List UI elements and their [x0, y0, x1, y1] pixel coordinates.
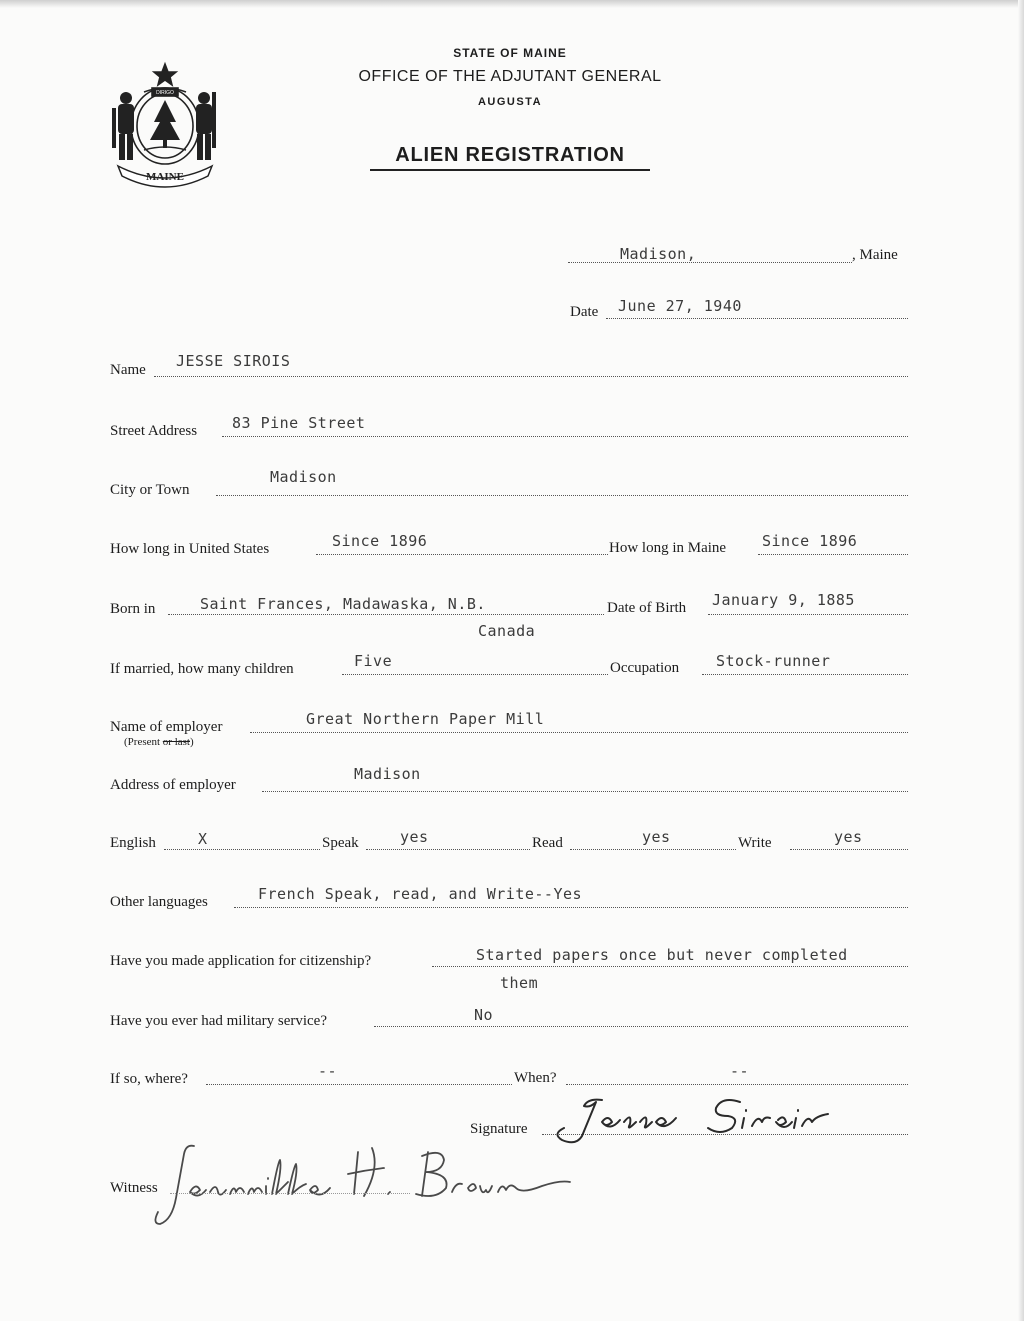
how-long-maine-label: How long in Maine: [609, 540, 727, 556]
signature-text: Jesse Sirois: [544, 1092, 549, 1093]
born-in-line: [168, 614, 604, 615]
military-value: No: [474, 1006, 494, 1024]
place-line: [568, 262, 852, 263]
date-of-birth-line: [708, 614, 908, 615]
place-suffix: , Maine: [852, 247, 898, 263]
speak-label: Speak: [322, 835, 359, 851]
form-title: ALIEN REGISTRATION: [395, 144, 625, 166]
employer-sublabel-close: ): [190, 736, 194, 748]
street-address-label: Street Address: [110, 423, 198, 439]
city-heading: AUGUSTA: [477, 96, 543, 108]
english-label: English: [110, 835, 156, 851]
witness-label: Witness: [110, 1180, 158, 1196]
children-label: If married, how many children: [110, 661, 294, 677]
military-line: [374, 1026, 908, 1027]
how-long-us-value: Since 1896: [332, 532, 428, 550]
state-of-maine-seal-icon: [104, 58, 226, 190]
employer-name-value: Great Northern Paper Mill: [306, 710, 545, 728]
date-line: [606, 318, 908, 319]
read-line: [570, 849, 736, 850]
write-line: [790, 849, 908, 850]
when-label: When?: [514, 1070, 557, 1086]
english-line: [164, 849, 320, 850]
other-languages-value: French Speak, read, and Write--Yes: [258, 885, 583, 903]
street-address-value: 83 Pine Street: [232, 414, 366, 432]
other-languages-label: Other languages: [110, 894, 208, 910]
employer-name-label: Name of employer: [110, 719, 223, 735]
state-heading: STATE OF MAINE: [453, 46, 567, 60]
employer-address-line: [262, 791, 908, 792]
name-value: JESSE SIROIS: [176, 352, 291, 370]
witness-line: [170, 1193, 410, 1194]
title-underline: [370, 169, 650, 171]
name-label: Name: [110, 362, 146, 378]
citizenship-label: Have you made application for citizenship?: [110, 953, 372, 969]
date-label: Date: [570, 304, 599, 320]
city-label: City or Town: [110, 482, 190, 498]
signature-label: Signature: [470, 1121, 528, 1137]
city-value: Madison: [270, 468, 337, 486]
employer-name-line: [250, 732, 908, 733]
write-label: Write: [738, 835, 772, 851]
employer-address-value: Madison: [354, 765, 421, 783]
born-in-value: Saint Frances, Madawaska, N.B.: [200, 595, 486, 613]
where-line: [206, 1084, 512, 1085]
employer-sublabel-present: (Present: [124, 736, 163, 748]
name-line: [154, 376, 908, 377]
how-long-us-line: [316, 554, 608, 555]
occupation-value: Stock-runner: [716, 652, 831, 670]
citizenship-value: Started papers once but never completed: [476, 946, 848, 964]
speak-value: yes: [400, 828, 429, 846]
how-long-maine-line: [758, 554, 908, 555]
where-label: If so, where?: [110, 1071, 188, 1087]
date-of-birth-label: Date of Birth: [607, 600, 687, 616]
seal-motto-text: DIRIGO: [156, 90, 174, 96]
date-of-birth-value: January 9, 1885: [712, 591, 855, 609]
when-value: --: [730, 1062, 750, 1080]
employer-sublabel-struck: or last: [162, 736, 190, 748]
how-long-us-label: How long in United States: [110, 541, 270, 557]
city-line: [216, 495, 908, 496]
children-value: Five: [354, 652, 393, 670]
witness-handwriting: [150, 1138, 580, 1234]
scan-edge-top: [0, 0, 1024, 8]
born-in-country-value: Canada: [478, 622, 536, 640]
born-in-label: Born in: [110, 601, 156, 617]
office-heading: OFFICE OF THE ADJUTANT GENERAL: [358, 68, 662, 85]
citizenship-value-continued: them: [500, 974, 539, 992]
write-value: yes: [834, 828, 863, 846]
military-label: Have you ever had military service?: [110, 1013, 327, 1029]
citizenship-line: [432, 966, 908, 967]
read-label: Read: [532, 835, 563, 851]
employer-address-label: Address of employer: [110, 777, 236, 793]
occupation-label: Occupation: [610, 660, 680, 676]
witness-text: Jeannette H. Brown: [150, 1138, 158, 1139]
scan-edge-right: [1018, 0, 1024, 1321]
signature-handwriting: [544, 1092, 844, 1148]
place-value: Madison,: [620, 245, 697, 263]
other-languages-line: [234, 907, 908, 908]
read-value: yes: [642, 828, 671, 846]
date-value: June 27, 1940: [618, 297, 742, 315]
how-long-maine-value: Since 1896: [762, 532, 858, 550]
occupation-line: [702, 674, 908, 675]
children-line: [342, 674, 608, 675]
seal-ribbon-text: MAINE: [146, 171, 184, 183]
where-value: --: [318, 1062, 338, 1080]
english-value: X: [198, 830, 208, 848]
employer-sublabel: [124, 736, 194, 748]
street-address-line: [222, 436, 908, 437]
speak-line: [366, 849, 530, 850]
when-line: [566, 1084, 908, 1085]
